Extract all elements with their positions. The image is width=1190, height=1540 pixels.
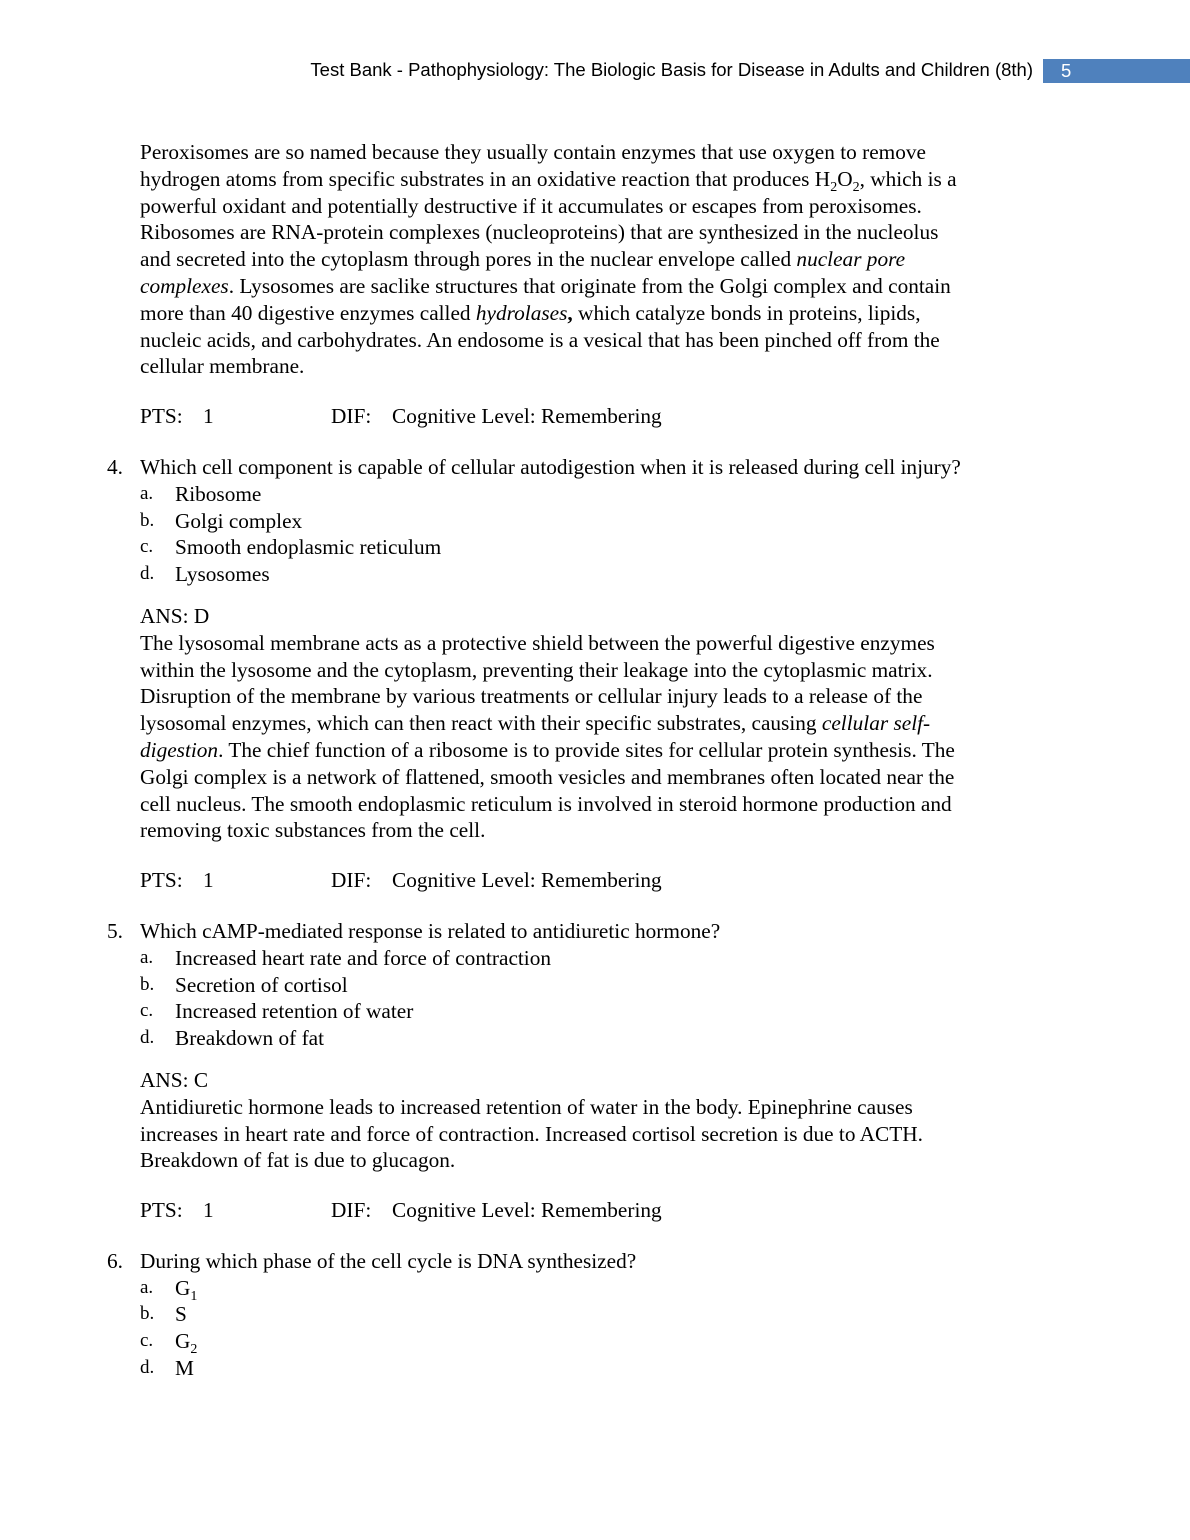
answer-option (140, 508, 1060, 535)
text-segment: nuclear pore (796, 247, 906, 272)
text-line (140, 193, 1060, 220)
text-segment: S (175, 1302, 187, 1327)
text-line (140, 791, 1060, 818)
text-segment: cell nucleus. The smooth endoplasmic reticulum is involved in steroid hormone production and (140, 791, 952, 816)
text-line (140, 327, 1060, 354)
option-text (175, 534, 441, 561)
text-segment: The lysosomal membrane acts as a protective shield between the powerful digestive enzymes (140, 630, 935, 655)
question-metadata (140, 867, 1060, 894)
subscript: 2 (830, 179, 838, 195)
option-letter: d. (140, 1027, 155, 1049)
difficulty-value: Cognitive Level: Remembering (392, 868, 662, 893)
option-text (175, 1025, 324, 1052)
text-line (140, 219, 1060, 246)
text-segment: Lysosomes (175, 562, 270, 587)
text-segment: . The chief function of a ribosome is to provide sites for cellular protein synthesis. The (218, 737, 955, 762)
text-segment: increases in heart rate and force of contraction. Increased cortisol secretion is due to ACTH. (140, 1121, 923, 1146)
text-segment: Smooth endoplasmic reticulum (175, 535, 442, 560)
text-segment: G (175, 1275, 191, 1300)
answer-option (140, 972, 1060, 999)
option-letter: b. (140, 1303, 155, 1325)
page-number: 5 (1061, 60, 1072, 81)
text-segment: nucleic acids, and carbohydrates. An endosome is a vesical that has been pinched off from the (140, 327, 940, 352)
question (107, 1248, 1060, 1382)
text-segment: Breakdown of fat (175, 1026, 325, 1051)
question (107, 918, 1060, 1052)
text-segment: and secreted into the cytoplasm through pores in the nuclear envelope called (140, 247, 797, 272)
answer-option (140, 1301, 1060, 1328)
text-segment: hydrogen atoms from specific substrates in an oxidative reaction that produces H (140, 166, 831, 191)
answer-option (140, 998, 1060, 1025)
option-letter: a. (140, 482, 154, 504)
text-segment: Golgi complex (175, 508, 303, 533)
text-line (140, 300, 1060, 327)
text-segment: digestion (140, 737, 219, 762)
text-line (140, 166, 1060, 193)
text-line (140, 764, 1060, 791)
difficulty-label: DIF: (331, 1198, 372, 1223)
text-line (140, 246, 1060, 273)
text-segment: within the lysosome and the cytoplasm, preventing their leakage into the cytoplasmic matrix. (140, 657, 933, 682)
answer-option (140, 561, 1060, 588)
option-letter: c. (140, 1330, 154, 1352)
question (107, 454, 1060, 588)
text-segment: which catalyze bonds in proteins, lipids, (572, 300, 921, 325)
question-stem (107, 454, 1060, 481)
question-text: Which cell component is capable of cellular autodigestion when it is released during cell injury? (140, 454, 961, 479)
option-letter: d. (140, 563, 155, 585)
points-label: PTS: (140, 1198, 183, 1223)
option-text (175, 508, 302, 535)
text-line (140, 683, 1060, 710)
question-text: During which phase of the cell cycle is DNA synthesized? (140, 1248, 637, 1273)
text-segment: powerful oxidant and potentially destructive if it accumulates or escapes from peroxisomes. (140, 193, 922, 218)
option-text (175, 561, 270, 588)
answer-option (140, 534, 1060, 561)
text-segment: Peroxisomes are so named because they usually contain enzymes that use oxygen to remove (140, 140, 926, 164)
answer-option (140, 1275, 1060, 1302)
option-letter: b. (140, 509, 155, 531)
text-segment: lysosomal enzymes, which can then react with their specific substrates, causing (140, 711, 822, 736)
question-number: 6. (107, 1248, 123, 1273)
difficulty-value: Cognitive Level: Remembering (392, 1198, 662, 1223)
option-text (175, 972, 348, 999)
text-line (140, 817, 1060, 844)
question-metadata (140, 1197, 1060, 1224)
points-value: 1 (203, 868, 214, 893)
answer-rationale (140, 1067, 1060, 1174)
page-number-badge (1043, 59, 1190, 83)
text-segment: more than 40 digestive enzymes called (140, 300, 476, 325)
option-letter: c. (140, 1000, 154, 1022)
text-line (140, 657, 1060, 684)
text-line (140, 273, 1060, 300)
text-segment: Increased heart rate and force of contraction (175, 945, 552, 970)
question-number: 5. (107, 918, 123, 943)
text-segment: Breakdown of fat is due to glucagon. (140, 1148, 456, 1173)
answer-option (140, 1025, 1060, 1052)
option-letter: a. (140, 1276, 154, 1298)
answer-option (140, 1328, 1060, 1358)
option-text (175, 998, 413, 1025)
option-letter: c. (140, 536, 154, 558)
text-segment: , which is a (859, 166, 957, 191)
question-stem (107, 1248, 1060, 1275)
text-segment: Golgi complex is a network of flattened, smooth vesicles and membranes often located near the (140, 764, 955, 789)
text-segment: M (175, 1356, 194, 1381)
text-segment: hydrolases (475, 300, 568, 325)
option-text (175, 1355, 194, 1382)
text-segment: G (175, 1329, 191, 1354)
text-segment: removing toxic substances from the cell. (140, 818, 486, 843)
text-line (140, 630, 1060, 657)
text-segment: Ribosome (175, 481, 262, 506)
text-segment: cellular membrane. (140, 354, 305, 379)
option-text (175, 945, 551, 972)
answer-option (140, 481, 1060, 508)
answer-rationale (140, 603, 1060, 844)
text-line (140, 737, 1060, 764)
text-segment: cellular self- (821, 711, 931, 736)
text-segment: , (567, 300, 573, 325)
answer-key: ANS: D (140, 603, 210, 628)
text-segment: . Lysosomes are saclike structures that originate from the Golgi complex and contain (228, 273, 951, 298)
text-segment: Increased retention of water (175, 999, 414, 1024)
text-line (140, 710, 1060, 737)
text-line (140, 353, 1060, 380)
subscript: 2 (852, 179, 860, 195)
text-line (140, 1147, 1060, 1174)
option-letter: d. (140, 1357, 155, 1379)
difficulty-value: Cognitive Level: Remembering (392, 404, 662, 429)
text-segment: Disruption of the membrane by various treatments or cellular injury leads to a release of the (140, 684, 923, 709)
subscript: 2 (190, 1342, 198, 1358)
answer-option (140, 1355, 1060, 1382)
explanation-paragraph (140, 139, 1060, 380)
answer-key: ANS: C (140, 1067, 209, 1092)
text-segment: Secretion of cortisol (175, 972, 348, 997)
text-line (140, 139, 1060, 166)
difficulty-label: DIF: (331, 868, 372, 893)
answer-option (140, 945, 1060, 972)
text-segment: O (837, 166, 853, 191)
question-stem (107, 918, 1060, 945)
text-segment: Ribosomes are RNA-protein complexes (nucleoproteins) that are synthesized in the nucleolus (140, 220, 939, 245)
text-segment: Antidiuretic hormone leads to increased retention of water in the body. Epinephrine causes (140, 1094, 913, 1119)
subscript: 1 (190, 1288, 198, 1304)
points-label: PTS: (140, 404, 183, 429)
difficulty-label: DIF: (331, 404, 372, 429)
running-header-title: Test Bank - Pathophysiology: The Biologic Basis for Disease in Adults and Children (8th) (310, 59, 1033, 80)
option-text (175, 481, 261, 508)
question-number: 4. (107, 454, 123, 479)
text-segment: complexes (140, 273, 229, 298)
option-letter: b. (140, 973, 155, 995)
option-letter: a. (140, 946, 154, 968)
points-value: 1 (203, 1198, 214, 1223)
document-body (107, 139, 1060, 1382)
question-metadata (140, 403, 1060, 430)
option-text (175, 1301, 187, 1328)
text-line (140, 1121, 1060, 1148)
points-label: PTS: (140, 868, 183, 893)
question-text: Which cAMP-mediated response is related to antidiuretic hormone? (140, 918, 721, 943)
text-line (140, 1094, 1060, 1121)
points-value: 1 (203, 404, 214, 429)
